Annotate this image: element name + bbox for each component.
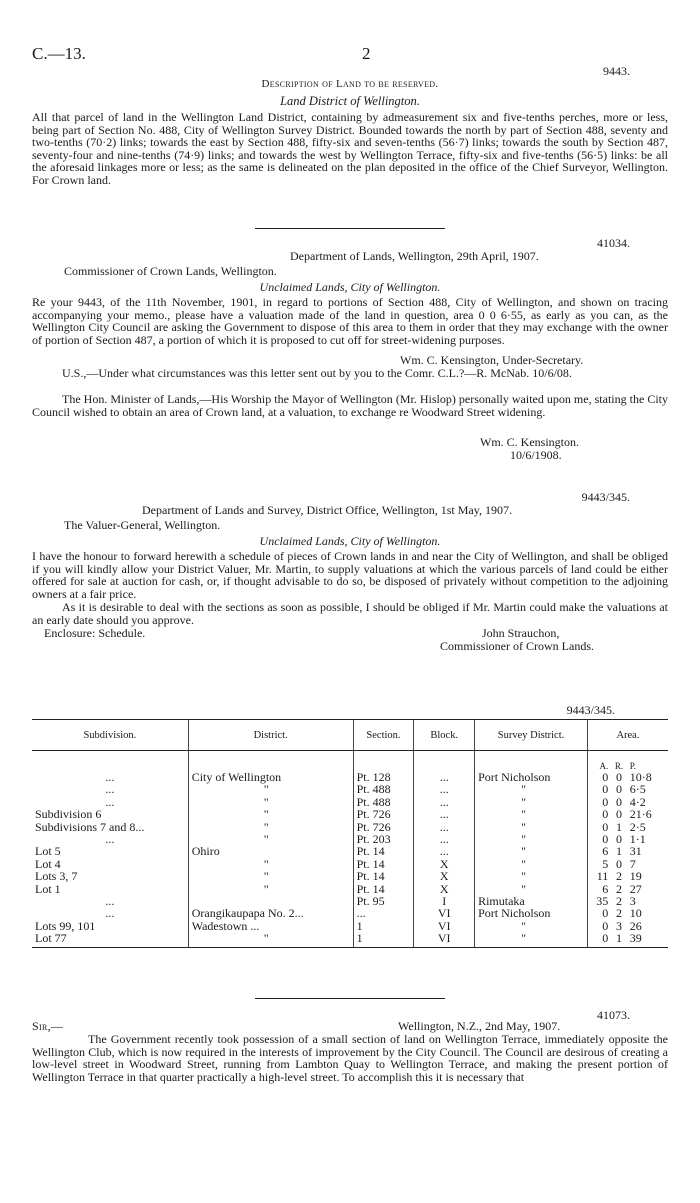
district-cell: " [188, 783, 353, 795]
area-perches-cell: 4·2 [629, 794, 646, 809]
area-units-row [32, 761, 668, 771]
area-roods-cell: 0 [616, 807, 622, 822]
survey-district-cell: " [475, 821, 588, 833]
area-acres-cell: 0 [587, 920, 611, 932]
area-roods-cell: 0 [616, 832, 622, 847]
survey-district-cell: Rimutaka [475, 895, 588, 907]
salutation: Sir,— [32, 1019, 64, 1033]
subdivision-cell: Lot 4 [35, 856, 61, 871]
subdivision-cell: ... [105, 770, 115, 784]
area-acres-cell: 6 [587, 883, 611, 895]
block-cell: VI [414, 907, 475, 919]
area-perches-cell: 31 [629, 844, 642, 859]
schedule-row [32, 821, 668, 833]
area-perches-cell: 26 [629, 918, 642, 933]
column-header: District. [188, 720, 353, 751]
file-number: 9443. [603, 64, 630, 78]
area-roods-cell: 0 [616, 856, 622, 871]
block-cell: ... [414, 783, 475, 795]
area-roods-cell: 1 [611, 932, 626, 947]
letter-subject: Unclaimed Lands, City of Wellington. [259, 534, 441, 548]
survey-district-cell: " [475, 932, 588, 947]
letter-dateline: Wellington, N.Z., 2nd May, 1907. [398, 1019, 561, 1033]
area-roods-cell: 0 [616, 770, 622, 784]
district-cell: " [188, 870, 353, 882]
subdivision-cell: ... [105, 794, 115, 809]
letter-subject: Unclaimed Lands, City of Wellington. [259, 280, 441, 294]
schedule-number: 9443/345. [566, 703, 615, 717]
survey-district-cell: " [475, 833, 588, 845]
area-acres-cell: 0 [587, 932, 611, 947]
minute-note: U.S.,—Under what circumstances was this letter sent out by you to the Comr. C.L.?—R. McNab. 10/6/08. [62, 366, 572, 380]
area-roods-cell: 1 [616, 819, 622, 834]
section-cell: Pt. 726 [353, 808, 414, 820]
letter-dateline: Department of Lands and Survey, District Office, Wellington, 1st May, 1907. [142, 503, 512, 517]
subdivision-cell: ... [105, 782, 115, 797]
block-cell: VI [414, 920, 475, 932]
block-cell: I [414, 895, 475, 907]
section-cell: Pt. 488 [353, 783, 414, 795]
area-acres-cell: 11 [587, 870, 611, 882]
area-acres-cell: 5 [587, 858, 611, 870]
district-cell: " [188, 833, 353, 845]
district-cell: Wadestown ... [188, 920, 353, 932]
district-cell: City of Wellington [188, 771, 353, 783]
file-number: 41073. [597, 1008, 630, 1022]
area-acres-cell: 0 [587, 771, 611, 783]
section-divider [255, 228, 445, 229]
document-reference: C.—13. [32, 44, 86, 63]
district-cell: " [188, 808, 353, 820]
letter-body: I have the honour to forward herewith a schedule of pieces of Crown lands in and near the City of Wellington, and shall be obliged if you will kindly allow your District Valuer, Mr. Martin, to supply valuations at which the various parcels of land could be either offered for sale at auction for cash, or, if thought advisable to do so, be disposed of privately without competition to the adjoining owners at a fair price. [32, 549, 668, 601]
area-acres-cell: 6 [587, 845, 611, 857]
area-perches-cell: 2·5 [629, 819, 646, 834]
unit-label: P. [629, 761, 636, 771]
area-perches-cell: 6·5 [629, 782, 646, 797]
district-cell: Ohiro [188, 845, 353, 857]
section-cell: Pt. 203 [353, 833, 414, 845]
schedule-row [32, 883, 668, 895]
schedule-row [32, 907, 668, 919]
section-cell: Pt. 14 [353, 870, 414, 882]
schedule-row [32, 920, 668, 932]
district-cell: " [188, 796, 353, 808]
page-number: 2 [362, 44, 371, 63]
file-number: 41034. [597, 236, 630, 250]
unit-label: A. [587, 761, 611, 771]
column-header: Section. [353, 720, 414, 751]
area-perches-cell: 7 [629, 856, 636, 871]
file-number: 9443/345. [581, 490, 630, 504]
block-cell: ... [414, 821, 475, 833]
area-roods-cell: 2 [616, 906, 622, 921]
schedule-row [32, 845, 668, 857]
area-roods-cell: 0 [616, 782, 622, 797]
column-header: Survey District. [475, 720, 588, 751]
subdivision-cell: Lot 77 [32, 932, 188, 947]
schedule-header-row [32, 720, 668, 751]
survey-district-cell: " [475, 845, 588, 857]
area-roods-cell: 2 [616, 894, 622, 909]
survey-district-cell: " [475, 883, 588, 895]
area-roods-cell: 2 [616, 869, 622, 884]
section-cell: Pt. 14 [353, 858, 414, 870]
letter-addressee: Commissioner of Crown Lands, Wellington. [64, 264, 277, 278]
letter-body: The Government recently took possession of a small section of land on Wellington Terrace, immediately opposite the Wellington Club, which is now required in the interests of improvement by the City Council. The Council are desirous of creating a low-level street in Woodward Street, running from Lambton Quay to Wellington Terrace, and making the present portion of Wellington Terrace in that quarter practically a high-level street. To accomplish this it is necessary that [32, 1032, 668, 1084]
survey-district-cell: Port Nicholson [475, 771, 588, 783]
page-header [32, 44, 668, 66]
area-perches-cell: 27 [629, 881, 642, 896]
block-cell: ... [414, 845, 475, 857]
area-roods-cell: 2 [616, 881, 622, 896]
signature-title: Commissioner of Crown Lands. [440, 639, 594, 653]
area-perches-cell: 10·8 [629, 770, 652, 784]
district-cell: " [188, 858, 353, 870]
area-roods-cell: 1 [616, 844, 622, 859]
subdivision-cell: Subdivisions 7 and 8... [35, 819, 145, 834]
column-header: Block. [414, 720, 475, 751]
district-cell: " [188, 821, 353, 833]
area-acres-cell: 0 [587, 808, 611, 820]
block-cell: X [414, 858, 475, 870]
section-cell: Pt. 14 [353, 883, 414, 895]
area-roods-cell: 0 [616, 794, 622, 809]
section-cell: ... [353, 907, 414, 919]
subdivision-cell: Subdivision 6 [35, 807, 102, 822]
letter-body: As it is desirable to deal with the sections as soon as possible, I should be obliged if Mr. Martin could make the valuations at an early date should you approve. [32, 600, 668, 627]
schedule-table [32, 719, 668, 948]
signature-date: 10/6/1908. [510, 448, 562, 462]
area-perches-cell: 39 [627, 932, 668, 947]
section-cell: Pt. 726 [353, 821, 414, 833]
schedule-row [32, 833, 668, 845]
section-cell: Pt. 14 [353, 845, 414, 857]
section-cell: Pt. 488 [353, 796, 414, 808]
schedule-row [32, 796, 668, 808]
area-perches-cell: 1·1 [629, 832, 646, 847]
area-roods-cell: 3 [616, 918, 622, 933]
section-cell: Pt. 128 [353, 771, 414, 783]
subdivision-cell: Lots 3, 7 [35, 869, 78, 884]
block-cell: ... [414, 833, 475, 845]
letter-dateline: Department of Lands, Wellington, 29th April, 1907. [290, 249, 539, 263]
schedule-row [32, 771, 668, 783]
section-cell: Pt. 95 [353, 895, 414, 907]
column-header: Area. [587, 720, 668, 751]
signature: Wm. C. Kensington. [480, 435, 579, 449]
letter-body: Re your 9443, of the 11th November, 1901, in regard to portions of Section 488, City of Wellington, and shown on tracing accompanying your memo., please have a valuation made of the land in question, area 0 0 6·55, as early as you can, as the Wellington City Council are asking the Government to dispose of this area to them in order that they may exchange with the owner of portion of Section 487, a portion of which it is proposed to cut off for street-widening purposes. [32, 295, 668, 347]
survey-district-cell: " [475, 783, 588, 795]
block-cell: X [414, 870, 475, 882]
subdivision-cell: Lot 1 [35, 881, 61, 896]
schedule-row [32, 808, 668, 820]
survey-district-cell: " [475, 858, 588, 870]
block-cell: ... [414, 796, 475, 808]
area-perches-cell: 19 [629, 869, 642, 884]
schedule-row [32, 932, 668, 947]
schedule-row [32, 783, 668, 795]
area-perches-cell: 21·6 [629, 807, 652, 822]
area-acres-cell: 0 [587, 796, 611, 808]
section-heading: Description of Land to be reserved. [261, 78, 439, 90]
minute-note: The Hon. Minister of Lands,—His Worship the Mayor of Wellington (Mr. Hislop) personally waited upon me, stating the City Council wished to obtain an area of Crown land, at a valuation, to exchange re Woodward Street widening. [32, 392, 668, 419]
area-acres-cell: 0 [587, 783, 611, 795]
survey-district-cell: " [475, 796, 588, 808]
unit-label: R. [614, 761, 624, 771]
land-district-title: Land District of Wellington. [280, 94, 420, 108]
district-cell: Orangikaupapa No. 2... [188, 907, 353, 919]
signature: John Strauchon, [482, 626, 560, 640]
area-acres-cell: 0 [587, 833, 611, 845]
section-cell: 1 [353, 932, 414, 947]
subdivision-cell: Lot 5 [35, 844, 61, 859]
letter-addressee: The Valuer-General, Wellington. [64, 518, 221, 532]
section-divider [255, 998, 445, 999]
block-cell: VI [414, 932, 475, 947]
district-cell: " [188, 883, 353, 895]
subdivision-cell: ... [105, 906, 115, 921]
subdivision-cell: ... [105, 894, 115, 909]
block-cell: X [414, 883, 475, 895]
survey-district-cell: " [475, 870, 588, 882]
area-acres-cell: 35 [587, 895, 611, 907]
schedule-row [32, 858, 668, 870]
block-cell: ... [414, 771, 475, 783]
schedule-row [32, 870, 668, 882]
signature: Wm. C. Kensington, Under-Secretary. [400, 353, 584, 367]
survey-district-cell: " [475, 920, 588, 932]
column-header: Subdivision. [32, 720, 188, 751]
land-description-paragraph: All that parcel of land in the Wellington Land District, containing by admeasurement six and five-tenths perches, more or less, being part of Section No. 488, City of Wellington Survey District. Bounded towards the north by part of Section 488, seventy and two-tenths (70·2) links; towards the east by Section 488, fifty-six and seven-tenths (56·7) links; towards the south by Section 487, seventy-four and nine-tenths (74·9) links; and towards the west by Wellington Terrace, fifty-six and five-tenths (56·5) links: be all the aforesaid linkages more or less; as the same is delineated on the plan deposited in the office of the Chief Surveyor, Wellington. For Crown land. [32, 110, 668, 187]
survey-district-cell: " [475, 808, 588, 820]
schedule-row [32, 895, 668, 907]
survey-district-cell: Port Nicholson [475, 907, 588, 919]
district-cell: " [188, 932, 353, 947]
enclosure-note: Enclosure: Schedule. [44, 626, 146, 640]
area-perches-cell: 10 [629, 906, 642, 921]
area-acres-cell: 0 [587, 821, 611, 833]
area-acres-cell: 0 [587, 907, 611, 919]
area-perches-cell: 3 [629, 894, 636, 909]
subdivision-cell: Lots 99, 101 [35, 918, 96, 933]
block-cell: ... [414, 808, 475, 820]
subdivision-cell: ... [105, 832, 115, 847]
section-cell: 1 [353, 920, 414, 932]
